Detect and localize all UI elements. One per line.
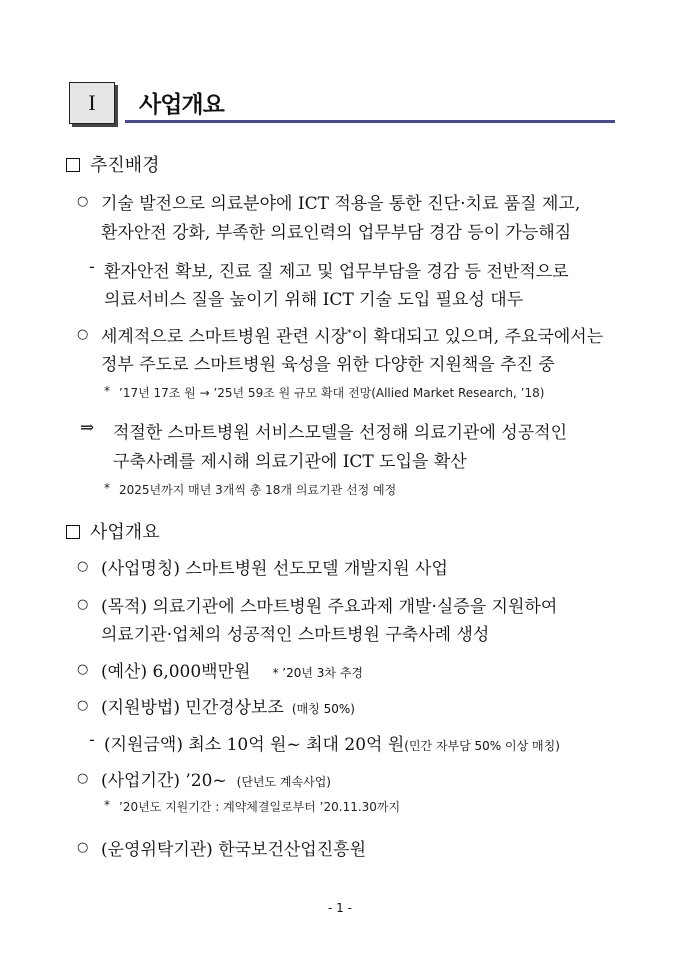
footnote-text: ’17년 17조 원 → ’25년 59조 원 규모 확대 전망(Allied Market Research, ’18) [119, 386, 545, 400]
bullet-text: 환자안전 강화, 부족한 의료인력의 업무부담 경감 등이 가능해짐 [101, 223, 572, 243]
bullet-text-main: (예산) 6,000백만원 [101, 662, 251, 682]
square-bullet-icon [66, 158, 80, 172]
inline-note: (단년도 계속사업) [236, 775, 331, 789]
bullet-text: (운영위탁기관) 한국보건산업진흥원 [101, 840, 366, 860]
page-title: 사업개요 [139, 92, 224, 118]
footnote-marker: * [347, 329, 352, 339]
dash-bullet-icon: - [89, 257, 95, 277]
bullet-text: 의료기관·업체의 성공적인 스마트병원 구축사례 생성 [101, 625, 490, 645]
bullet-text-main: (지원방법) 민간경상보조 [101, 698, 284, 718]
footnote-text: 2025년까지 매년 3개씩 총 18개 의료기관 선정 예정 [119, 483, 397, 497]
circle-bullet-icon: ○ [77, 194, 89, 209]
circle-bullet-icon: ○ [77, 840, 89, 855]
footnote-star-icon: * [104, 481, 110, 495]
inline-note: (매칭 50%) [291, 702, 355, 716]
section-heading-background [66, 151, 160, 177]
bullet-text [101, 657, 363, 682]
conclusion-text: 적절한 스마트병원 서비스모델을 선정해 의료기관에 성공적인 [113, 423, 567, 443]
circle-bullet-icon: ○ [77, 327, 89, 342]
bullet-text: 정부 주도로 스마트병원 육성을 위한 다양한 지원책을 추진 중 [101, 355, 555, 375]
section-heading-label: 추진배경 [90, 155, 160, 176]
footnote-star-icon: * [104, 384, 110, 398]
bullet-text: (목적) 의료기관에 스마트병원 주요과제 개발·실증을 지원하여 [101, 597, 558, 617]
section-number-box [69, 82, 115, 124]
sub-bullet-text: 의료서비스 질을 높이기 위해 ICT 기술 도입 필요성 대두 [104, 290, 524, 310]
bullet-text: 기술 발전으로 의료분야에 ICT 적용을 통한 진단·치료 품질 제고, [101, 194, 581, 214]
bullet-text [101, 322, 603, 347]
circle-bullet-icon: ○ [77, 662, 89, 677]
bullet-text-part: 이 확대되고 있으며, 주요국에서는 [351, 327, 604, 347]
circle-bullet-icon: ○ [77, 771, 89, 786]
sub-bullet-text [104, 730, 560, 755]
inline-note: * ’20년 3차 추경 [272, 666, 363, 680]
footnote-text: ’20년도 지원기간 : 계약체결일로부터 ’20.11.30까지 [119, 800, 401, 814]
square-bullet-icon [66, 525, 80, 539]
sub-bullet-text: 환자안전 확보, 진료 질 제고 및 업무부담을 경감 등 전반적으로 [104, 262, 569, 282]
bullet-text-main: (지원금액) 최소 10억 원~ 최대 20억 원 [104, 735, 405, 755]
circle-bullet-icon: ○ [77, 698, 89, 713]
circle-bullet-icon: ○ [77, 597, 89, 612]
footnote-star-icon: * [104, 798, 110, 812]
section-heading-overview [66, 518, 160, 544]
circle-bullet-icon: ○ [77, 559, 89, 574]
bullet-text-main: (사업기간) ’20~ [101, 771, 227, 791]
bullet-text: (사업명칭) 스마트병원 선도모델 개발지원 사업 [101, 559, 448, 579]
conclusion-text: 구축사례를 제시해 의료기관에 ICT 도입을 확산 [113, 452, 467, 472]
title-underline [125, 120, 615, 123]
bullet-text [101, 693, 355, 718]
inline-note: (민간 자부담 50% 이상 매칭) [404, 739, 560, 753]
section-number: I [88, 90, 96, 115]
bullet-text-part: 세계적으로 스마트병원 관련 시장 [101, 327, 348, 347]
page-number: - 1 - [328, 901, 352, 915]
arrow-bullet-icon: ⇒ [80, 418, 95, 438]
section-heading-label: 사업개요 [90, 522, 160, 543]
bullet-text [101, 766, 331, 791]
dash-bullet-icon: - [89, 730, 95, 750]
